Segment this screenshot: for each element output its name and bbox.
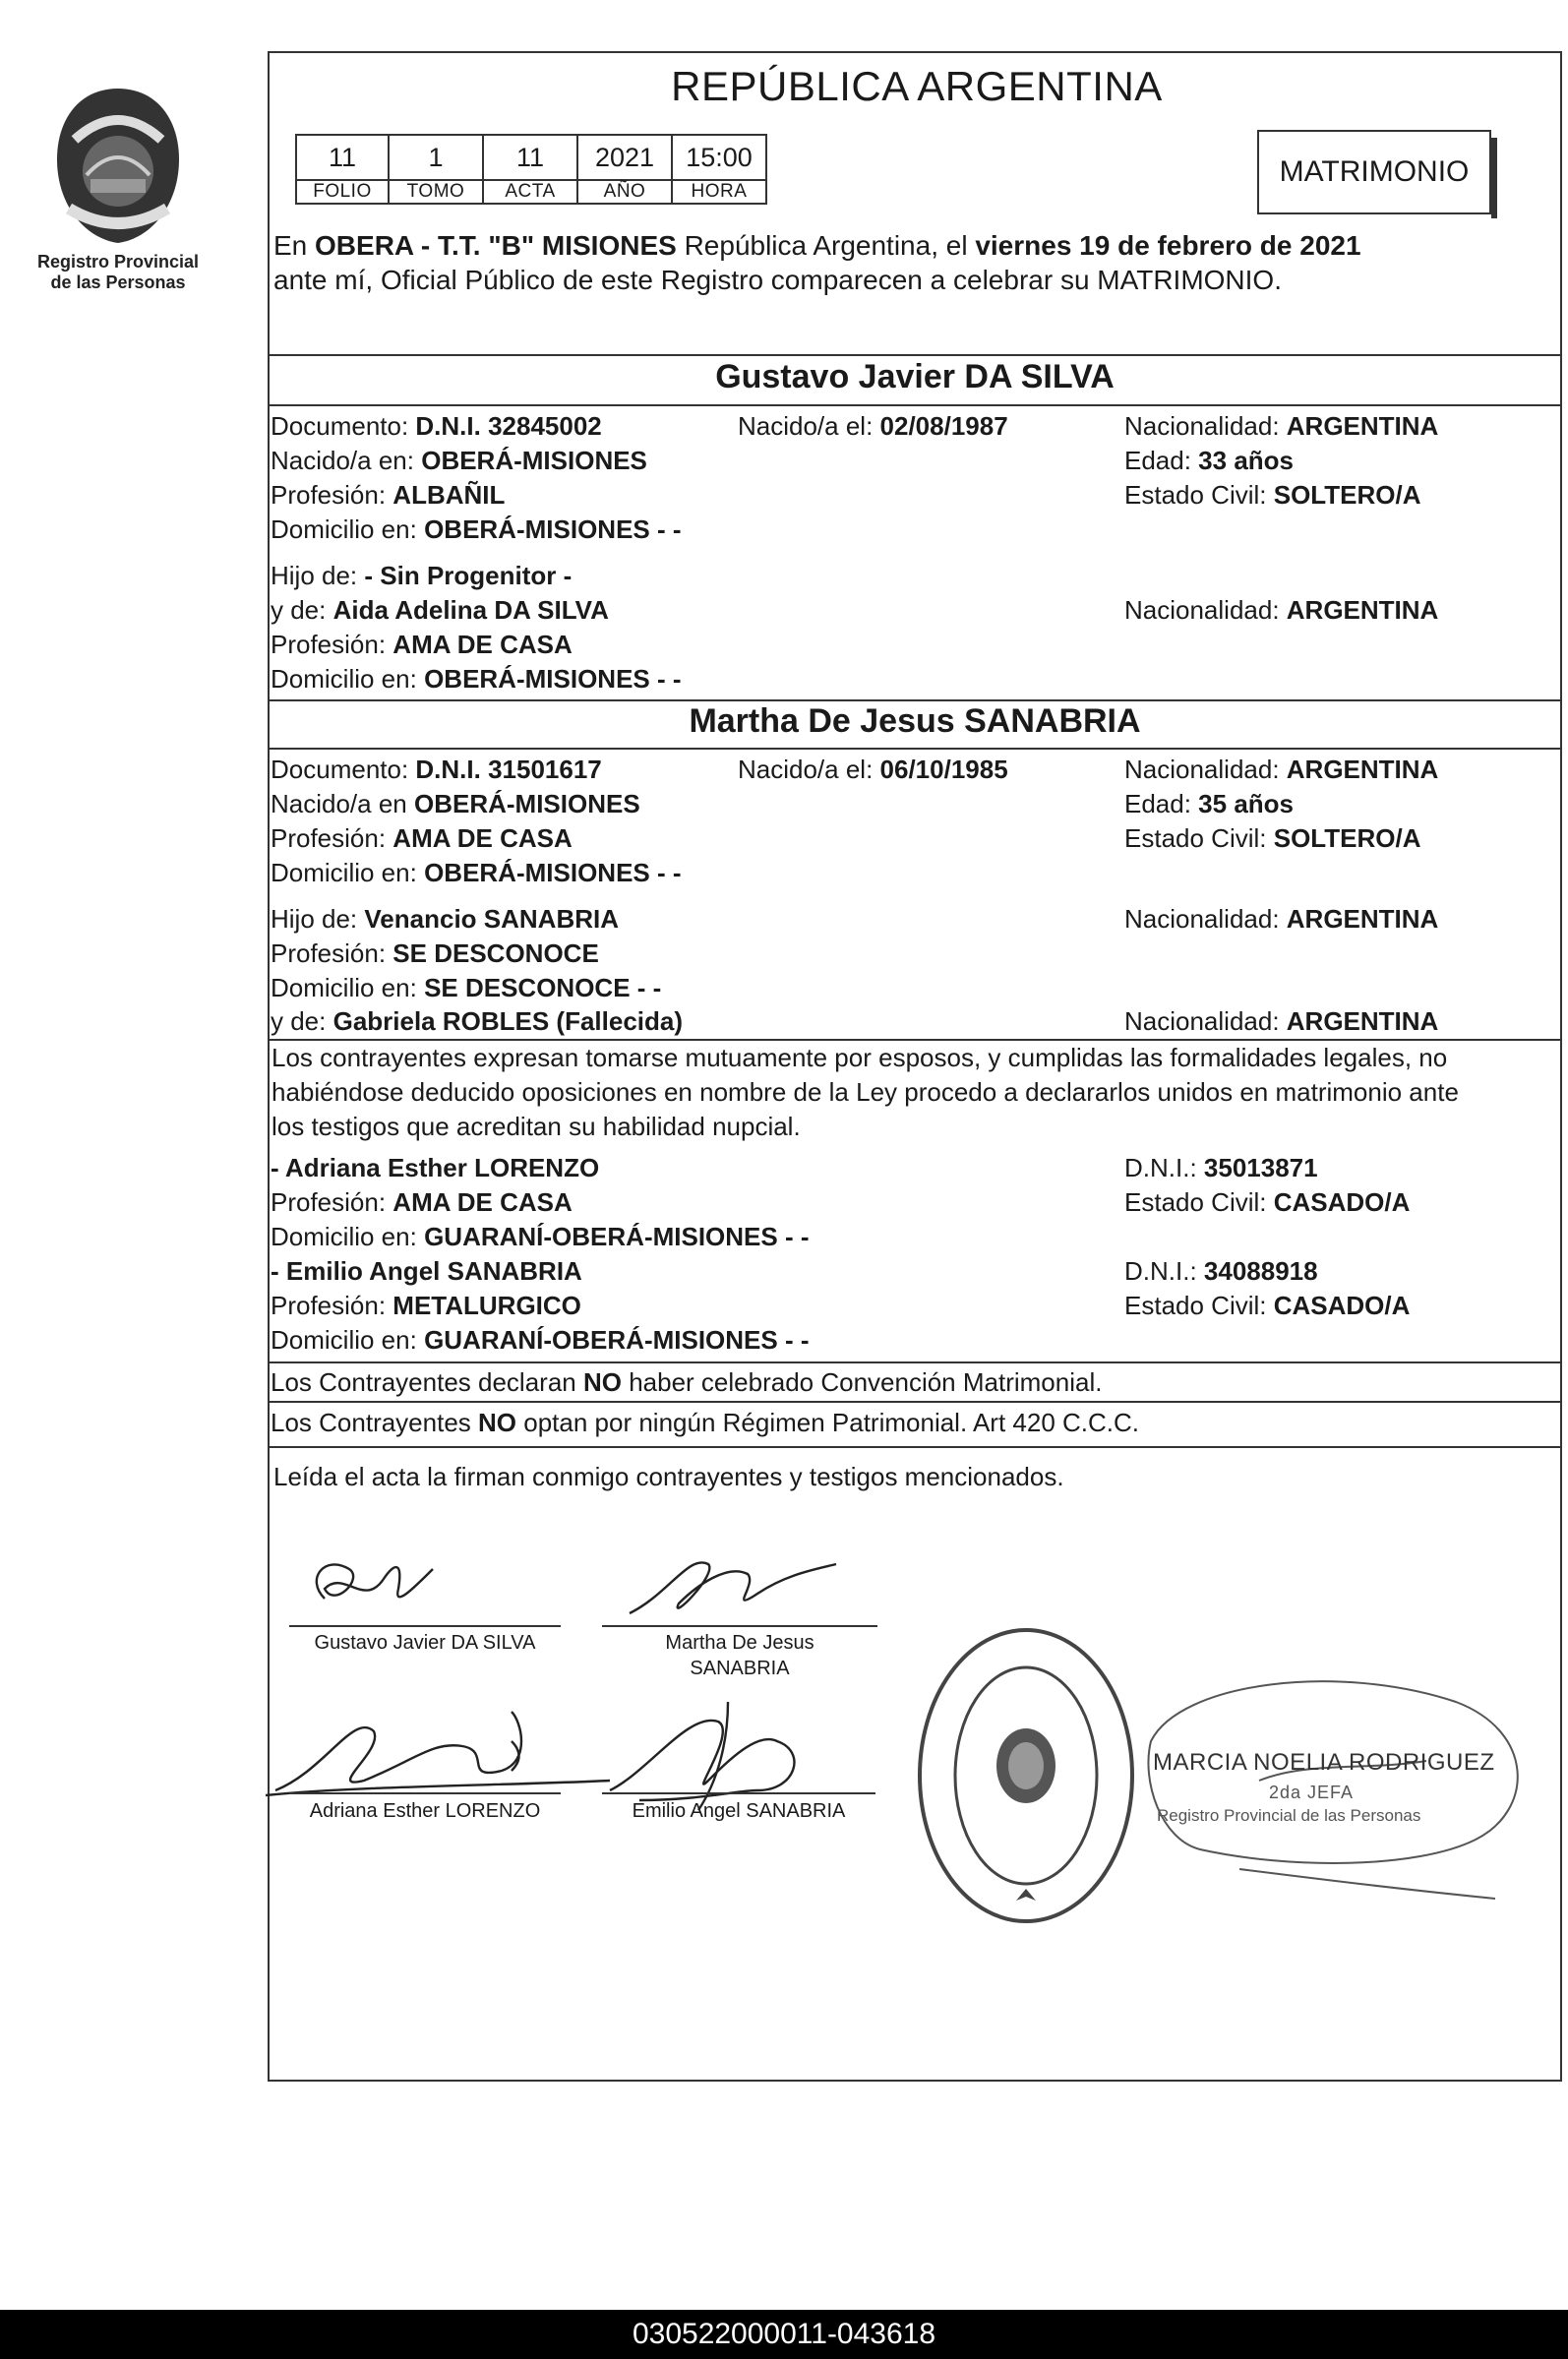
acta-value: 11 bbox=[483, 135, 577, 180]
spouse1-father: Hijo de: - Sin Progenitor - bbox=[271, 561, 573, 590]
witness2-prof: Profesión: METALURGICO bbox=[271, 1291, 581, 1320]
ano-value: 2021 bbox=[577, 135, 672, 180]
signature-caption-1: Gustavo Javier DA SILVA bbox=[314, 1632, 536, 1654]
witness1-dom: Domicilio en: GUARANÍ-OBERÁ-MISIONES - - bbox=[271, 1222, 810, 1251]
registry-caption: Registro Provincial de las Personas bbox=[36, 252, 200, 292]
intro-date: viernes 19 de febrero de 2021 bbox=[975, 230, 1361, 261]
signature-caption-2: Martha De Jesus SANABRIA bbox=[665, 1632, 814, 1679]
divider bbox=[268, 699, 1562, 701]
signature-martha bbox=[610, 1544, 846, 1633]
record-type: MATRIMONIO bbox=[1279, 155, 1470, 188]
divider bbox=[268, 1401, 1562, 1403]
spouse1-age: Edad: 33 años bbox=[1124, 446, 1294, 475]
divider bbox=[268, 748, 1562, 750]
signature-gustavo bbox=[295, 1549, 452, 1628]
provincia-misiones-crest-icon bbox=[39, 81, 197, 248]
record-type-box bbox=[1257, 130, 1491, 214]
intro-place: OBERA - T.T. "B" MISIONES bbox=[315, 230, 677, 261]
spouse1-mother-nat: Nacionalidad: ARGENTINA bbox=[1124, 595, 1439, 625]
ano-label: AÑO bbox=[577, 180, 672, 204]
spouse2-nat: Nacionalidad: ARGENTINA bbox=[1124, 755, 1439, 784]
witness2-dni: D.N.I.: 34088918 bbox=[1124, 1256, 1318, 1286]
document-code-bar: 030522000011-043618 bbox=[0, 2310, 1568, 2359]
witness1-prof: Profesión: AMA DE CASA bbox=[271, 1187, 573, 1217]
tomo-label: TOMO bbox=[389, 180, 483, 204]
spouse1-name: Gustavo Javier DA SILVA bbox=[715, 358, 1115, 395]
spouse2-doc: Documento: D.N.I. 31501617 bbox=[271, 755, 602, 784]
witness2-dom: Domicilio en: GUARANÍ-OBERÁ-MISIONES - - bbox=[271, 1325, 810, 1355]
spouse2-born: Nacido/a el: 06/10/1985 bbox=[738, 755, 1008, 784]
spouse2-father-nat: Nacionalidad: ARGENTINA bbox=[1124, 904, 1439, 934]
closing-text: Leída el acta la firman conmigo contrayentes y testigos mencionados. bbox=[273, 1462, 1064, 1491]
spouse2-mother: y de: Gabriela ROBLES (Fallecida) bbox=[271, 1006, 684, 1036]
spouse1-civil: Estado Civil: SOLTERO/A bbox=[1124, 480, 1421, 510]
witness2-name: - Emilio Angel SANABRIA bbox=[271, 1256, 582, 1286]
spouse1-dom: Domicilio en: OBERÁ-MISIONES - - bbox=[271, 514, 682, 544]
divider bbox=[268, 354, 1562, 356]
page-title: REPÚBLICA ARGENTINA bbox=[671, 63, 1163, 109]
spouse1-mother-dom: Domicilio en: OBERÁ-MISIONES - - bbox=[271, 664, 682, 694]
spouse2-age: Edad: 35 años bbox=[1124, 789, 1294, 818]
official-role: 2da JEFA bbox=[1269, 1783, 1355, 1802]
spouse1-doc: Documento: D.N.I. 32845002 bbox=[271, 411, 602, 441]
spouse2-father: Hijo de: Venancio SANABRIA bbox=[271, 904, 619, 934]
divider bbox=[268, 404, 1562, 406]
hora-value: 15:00 bbox=[672, 135, 766, 180]
spouse2-father-prof: Profesión: SE DESCONOCE bbox=[271, 938, 599, 968]
regime-line1: Los Contrayentes declaran NO haber celebrado Convención Matrimonial. bbox=[271, 1367, 1103, 1397]
witness1-dni: D.N.I.: 35013871 bbox=[1124, 1153, 1318, 1182]
spouse1-birthplace: Nacido/a en: OBERÁ-MISIONES bbox=[271, 446, 647, 475]
official-seal-icon bbox=[913, 1623, 1139, 1928]
folio-value: 11 bbox=[296, 135, 389, 180]
divider bbox=[268, 1361, 1562, 1363]
signature-line bbox=[289, 1625, 561, 1627]
signature-line bbox=[602, 1625, 877, 1627]
spouse1-nat: Nacionalidad: ARGENTINA bbox=[1124, 411, 1439, 441]
intro-paragraph: En OBERA - T.T. "B" MISIONES República Argentina, el viernes 19 de febrero de 2021 ante mí, Oficial Público de este Registro comparecen a celebrar su MATRIMONIO. bbox=[273, 230, 1361, 295]
registry-table bbox=[295, 134, 767, 205]
signature-caption-4: Emilio Angel SANABRIA bbox=[632, 1800, 846, 1822]
spouse2-civil: Estado Civil: SOLTERO/A bbox=[1124, 823, 1421, 853]
spouse2-name: Martha De Jesus SANABRIA bbox=[689, 702, 1141, 740]
registry-logo bbox=[30, 81, 207, 293]
signature-line bbox=[602, 1792, 875, 1794]
spouse2-father-dom: Domicilio en: SE DESCONOCE - - bbox=[271, 973, 662, 1002]
acta-label: ACTA bbox=[483, 180, 577, 204]
witness1-civil: Estado Civil: CASADO/A bbox=[1124, 1187, 1411, 1217]
spouse1-mother-prof: Profesión: AMA DE CASA bbox=[271, 630, 573, 659]
witness1-name: - Adriana Esther LORENZO bbox=[271, 1153, 600, 1182]
spouse2-mother-nat: Nacionalidad: ARGENTINA bbox=[1124, 1006, 1439, 1036]
spouse2-prof: Profesión: AMA DE CASA bbox=[271, 823, 573, 853]
spouse2-dom: Domicilio en: OBERÁ-MISIONES - - bbox=[271, 858, 682, 887]
spouse1-prof: Profesión: ALBAÑIL bbox=[271, 480, 506, 510]
hora-label: HORA bbox=[672, 180, 766, 204]
witness2-civil: Estado Civil: CASADO/A bbox=[1124, 1291, 1411, 1320]
spouse1-mother: y de: Aida Adelina DA SILVA bbox=[271, 595, 609, 625]
folio-label: FOLIO bbox=[296, 180, 389, 204]
tomo-value: 1 bbox=[389, 135, 483, 180]
official-office: Registro Provincial de las Personas bbox=[1157, 1806, 1421, 1825]
declaration-paragraph: Los contrayentes expresan tomarse mutuamente por esposos, y cumplidas las formalidades legales, no habiéndose deducido oposiciones en nombre de la Ley procedo a declararlos unidos en matrimonio ante los testigos que acreditan su habilidad nupcial. bbox=[271, 1043, 1459, 1141]
signature-line bbox=[289, 1792, 561, 1794]
spouse2-birthplace: Nacido/a en OBERÁ-MISIONES bbox=[271, 789, 640, 818]
signature-caption-3: Adriana Esther LORENZO bbox=[309, 1800, 541, 1822]
official-name: MARCIA NOELIA RODRIGUEZ bbox=[1153, 1749, 1495, 1776]
regime-line2: Los Contrayentes NO optan por ningún Régimen Patrimonial. Art 420 C.C.C. bbox=[271, 1408, 1140, 1437]
divider bbox=[268, 1446, 1562, 1448]
spouse1-born: Nacido/a el: 02/08/1987 bbox=[738, 411, 1008, 441]
